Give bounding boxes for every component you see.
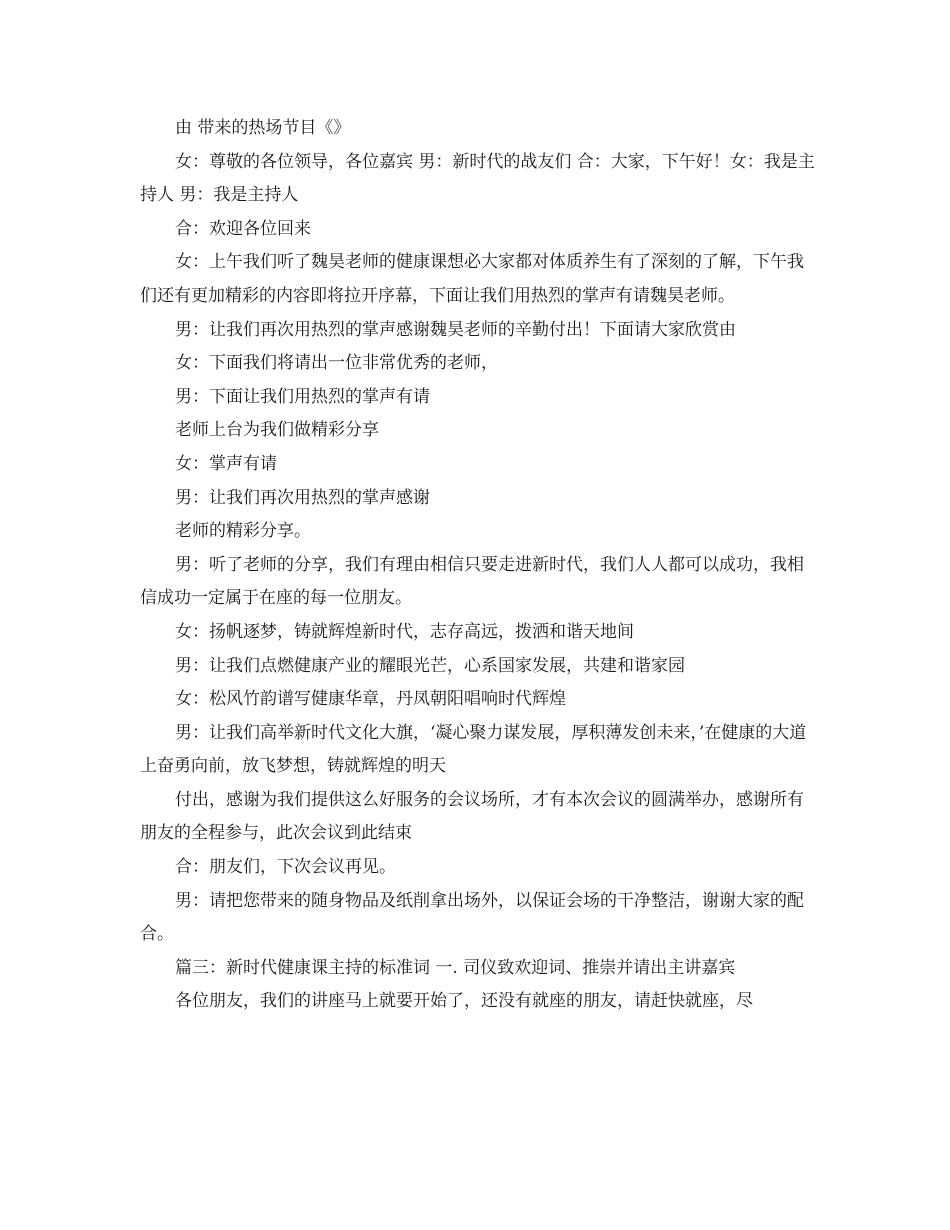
paragraph: 各位朋友，我们的讲座马上就要开始了，还没有就座的朋友，请赶快就座，尽 [175, 991, 753, 1012]
paragraph: 女：掌声有请 [175, 453, 277, 474]
paragraph: 老师的精彩分享。 [175, 521, 311, 542]
paragraph: 男：让我们再次用热烈的掌声感谢魏昊老师的辛勤付出！下面请大家欣赏由 [175, 319, 736, 340]
paragraph: 男：请把您带来的随身物品及纸削拿出场外，以保证会场的干净整洁，谢谢大家的配合。 [140, 890, 804, 945]
paragraph: 合：朋友们，下次会议再见。 [175, 857, 396, 878]
paragraph: 女：松风竹韵谱写健康华章，丹凤朝阳唱响时代辉煌 [175, 689, 566, 710]
paragraph: 合：欢迎各位回来 [175, 218, 311, 239]
paragraph: 女：尊敬的各位领导，各位嘉宾 男：新时代的战友们 合：大家，下午好！女：我是主持人 男：我是主持人 [140, 151, 815, 206]
paragraph: 男：让我们点燃健康产业的耀眼光芒，心系国家发展，共建和谐家园 [175, 655, 685, 676]
paragraph: 男：听了老师的分享，我们有理由相信只要走进新时代，我们人人都可以成功，我相信成功一定属于在座的每一位朋友。 [140, 554, 804, 609]
paragraph: 由 带来的热场节目《》 [175, 118, 351, 138]
paragraph: 女：下面我们将请出一位非常优秀的老师， [175, 353, 498, 374]
paragraph: 男：下面让我们用热烈的掌声有请 [175, 386, 430, 407]
paragraph: 付出，感谢为我们提供这么好服务的会议场所，才有本次会议的圆满举办，感谢所有朋友的全程参与，此次会议到此结束 [140, 789, 804, 844]
paragraph: 男：让我们高举新时代文化大旗，‘凝心聚力谋发展，厚积薄发创未来，’在健康的大道上奋勇向前，放飞梦想，铸就辉煌的明天 [140, 722, 807, 777]
section-heading-paragraph: 篇三：新时代健康课主持的标准词 一. 司仪致欢迎词、推崇并请出主讲嘉宾 [175, 957, 736, 978]
paragraph: 女：扬帆逐梦，铸就辉煌新时代，志存高远，拨洒和谐天地间 [175, 621, 634, 642]
paragraph: 男：让我们再次用热烈的掌声感谢 [175, 487, 430, 508]
paragraph: 老师上台为我们做精彩分享 [175, 420, 379, 441]
paragraph: 女：上午我们听了魏昊老师的健康课想必大家都对体质养生有了深刻的了解，下午我们还有更加精彩的内容即将拉开序幕，下面让我们用热烈的掌声有请魏昊老师。 [140, 252, 804, 306]
document-body [140, 112, 820, 1019]
